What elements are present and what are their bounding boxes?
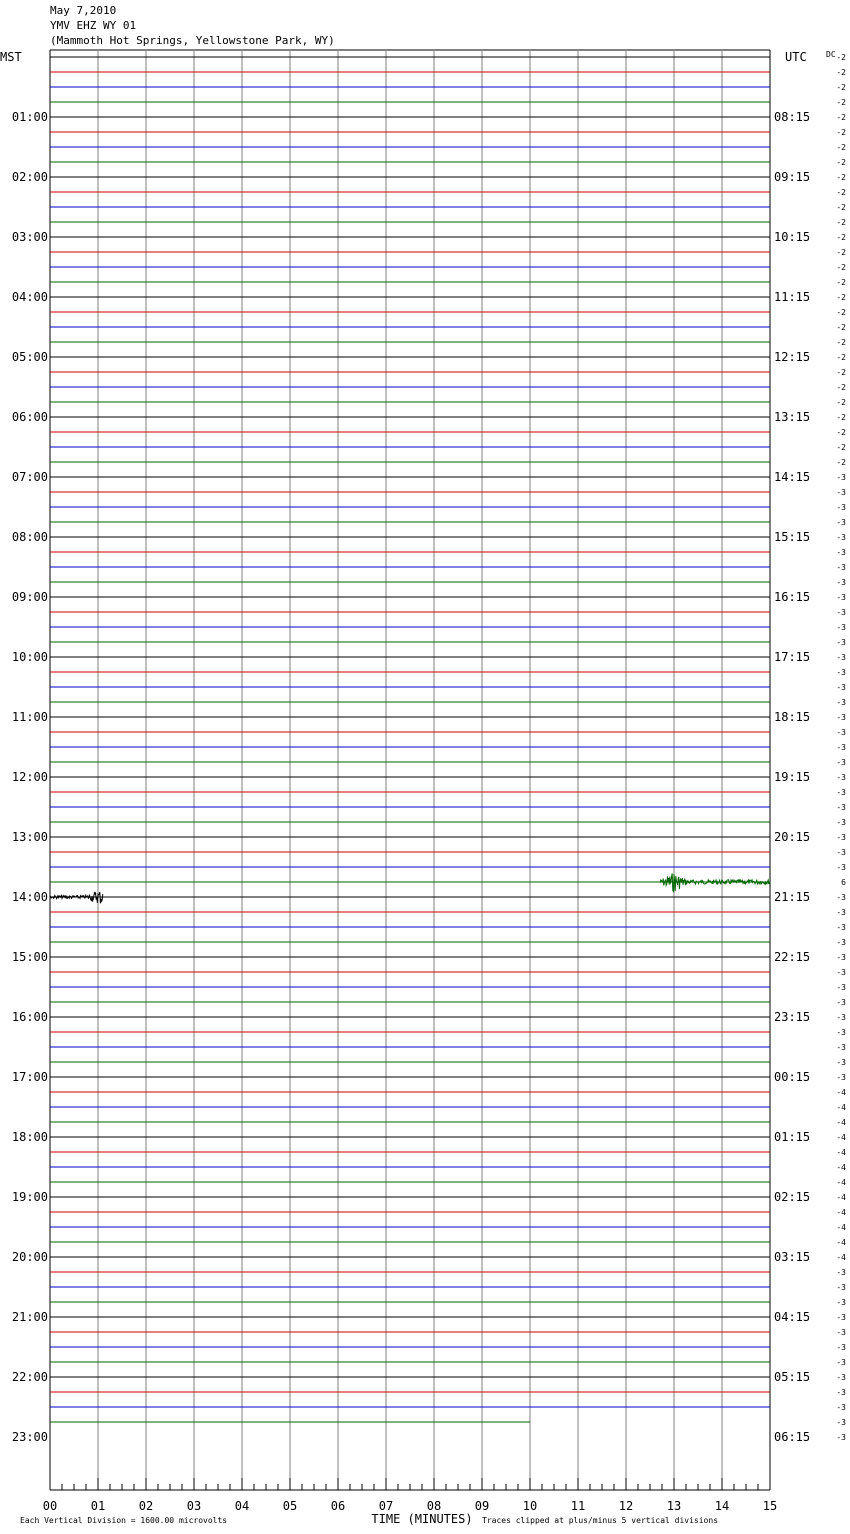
- dc-offset-label: -3: [836, 1058, 846, 1067]
- dc-offset-label: -3: [836, 503, 846, 512]
- utc-hour-label: 21:15: [774, 890, 811, 904]
- dc-offset-label: -3: [836, 638, 846, 647]
- utc-hour-label: 11:15: [774, 290, 811, 304]
- mst-hour-label: 14:00: [11, 890, 48, 904]
- dc-offset-label: 6: [841, 878, 846, 887]
- dc-offset-label: -3: [836, 1283, 846, 1292]
- x-tick-label: 09: [474, 1499, 490, 1513]
- dc-offset-label: -4: [836, 1208, 846, 1217]
- x-tick-label: 13: [666, 1499, 682, 1513]
- dc-offset-label: -4: [836, 1163, 846, 1172]
- dc-offset-label: -3: [836, 518, 846, 527]
- dc-offset-label: -3: [836, 998, 846, 1007]
- mst-hour-label: 15:00: [11, 950, 48, 964]
- x-tick-label: 02: [138, 1499, 154, 1513]
- mst-hour-label: 16:00: [11, 1010, 48, 1024]
- dc-offset-label: -3: [836, 533, 846, 542]
- dc-offset-label: -2: [836, 158, 846, 167]
- dc-offset-label: -2: [836, 278, 846, 287]
- dc-offset-label: -3: [836, 1388, 846, 1397]
- utc-hour-label: 05:15: [774, 1370, 811, 1384]
- dc-offset-label: -3: [836, 608, 846, 617]
- dc-offset-label: -2: [836, 368, 846, 377]
- dc-offset-label: -2: [836, 143, 846, 152]
- chart-date: May 7,2010: [50, 4, 117, 17]
- dc-offset-label: -3: [836, 818, 846, 827]
- dc-offset-label: -2: [836, 308, 846, 317]
- dc-offset-label: -2: [836, 98, 846, 107]
- dc-offset-label: -3: [836, 1013, 846, 1022]
- dc-offset-label: -3: [836, 983, 846, 992]
- utc-hour-label: 14:15: [774, 470, 811, 484]
- dc-offset-label: -3: [836, 563, 846, 572]
- dc-offset-label: -3: [836, 653, 846, 662]
- dc-offset-label: -3: [836, 548, 846, 557]
- chart-location: (Mammoth Hot Springs, Yellowstone Park, WY): [50, 34, 335, 47]
- dc-offset-label: -3: [836, 848, 846, 857]
- utc-hour-label: 09:15: [774, 170, 811, 184]
- dc-offset-label: -3: [836, 938, 846, 947]
- dc-offset-label: -4: [836, 1103, 846, 1112]
- utc-hour-label: 20:15: [774, 830, 811, 844]
- dc-offset-label: -2: [836, 173, 846, 182]
- utc-hour-label: 01:15: [774, 1130, 811, 1144]
- dc-offset-label: -3: [836, 1343, 846, 1352]
- dc-offset-label: -4: [836, 1253, 846, 1262]
- dc-offset-label: -2: [836, 413, 846, 422]
- dc-offset-label: -2: [836, 233, 846, 242]
- mst-hour-label: 21:00: [11, 1310, 48, 1324]
- dc-offset-label: -2: [836, 428, 846, 437]
- dc-offset-label: -3: [836, 1433, 846, 1442]
- dc-offset-label: -2: [836, 293, 846, 302]
- mst-hour-label: 18:00: [11, 1130, 48, 1144]
- x-tick-label: 15: [762, 1499, 778, 1513]
- utc-hour-label: 02:15: [774, 1190, 811, 1204]
- utc-hour-label: 00:15: [774, 1070, 811, 1084]
- x-axis-title: TIME (MINUTES): [371, 1512, 473, 1526]
- dc-offset-label: -3: [836, 623, 846, 632]
- utc-hour-label: 18:15: [774, 710, 811, 724]
- x-tick-label: 00: [42, 1499, 58, 1513]
- dc-offset-label: -3: [836, 1403, 846, 1412]
- dc-offset-label: -2: [836, 83, 846, 92]
- utc-hour-label: 13:15: [774, 410, 811, 424]
- mst-hour-label: 09:00: [11, 590, 48, 604]
- dc-offset-label: -3: [836, 578, 846, 587]
- mst-hour-label: 01:00: [11, 110, 48, 124]
- dc-offset-label: -3: [836, 803, 846, 812]
- utc-hour-label: 08:15: [774, 110, 811, 124]
- dc-offset-label: -2: [836, 68, 846, 77]
- utc-hour-label: 10:15: [774, 230, 811, 244]
- dc-offset-label: -2: [836, 263, 846, 272]
- mst-hour-label: 07:00: [11, 470, 48, 484]
- x-tick-label: 05: [282, 1499, 298, 1513]
- dc-offset-label: -4: [836, 1133, 846, 1142]
- mst-hour-label: 23:00: [11, 1430, 48, 1444]
- dc-offset-label: -3: [836, 683, 846, 692]
- chart-station: YMV EHZ WY 01: [50, 19, 137, 32]
- dc-offset-label: -3: [836, 1313, 846, 1322]
- x-tick-label: 07: [378, 1499, 394, 1513]
- utc-axis-label: UTC: [785, 50, 807, 64]
- dc-offset-label: -4: [836, 1178, 846, 1187]
- utc-hour-label: 03:15: [774, 1250, 811, 1264]
- mst-hour-label: 17:00: [11, 1070, 48, 1084]
- dc-offset-label: -3: [836, 1298, 846, 1307]
- x-tick-label: 04: [234, 1499, 250, 1513]
- dc-offset-label: -3: [836, 1328, 846, 1337]
- dc-offset-label: -3: [836, 893, 846, 902]
- mst-hour-label: 10:00: [11, 650, 48, 664]
- dc-offset-label: -3: [836, 1043, 846, 1052]
- utc-hour-label: 22:15: [774, 950, 811, 964]
- dc-offset-label: -3: [836, 758, 846, 767]
- dc-offset-label: -2: [836, 203, 846, 212]
- dc-offset-label: -3: [836, 833, 846, 842]
- dc-offset-label: -2: [836, 113, 846, 122]
- utc-hour-label: 16:15: [774, 590, 811, 604]
- dc-offset-label: -3: [836, 743, 846, 752]
- mst-hour-label: 12:00: [11, 770, 48, 784]
- clip-note: Traces clipped at plus/minus 5 vertical divisions: [482, 1516, 719, 1525]
- mst-hour-label: 20:00: [11, 1250, 48, 1264]
- x-tick-label: 08: [426, 1499, 442, 1513]
- x-tick-label: 10: [522, 1499, 538, 1513]
- utc-hour-label: 17:15: [774, 650, 811, 664]
- x-tick-label: 03: [186, 1499, 202, 1513]
- dc-offset-label: -3: [836, 1268, 846, 1277]
- dc-offset-label: -3: [836, 473, 846, 482]
- dc-offset-label: -3: [836, 728, 846, 737]
- x-tick-label: 11: [570, 1499, 586, 1513]
- dc-offset-label: -2: [836, 458, 846, 467]
- dc-offset-label: -2: [836, 443, 846, 452]
- mst-hour-label: 04:00: [11, 290, 48, 304]
- x-tick-label: 01: [90, 1499, 106, 1513]
- utc-hour-label: 19:15: [774, 770, 811, 784]
- utc-hour-label: 12:15: [774, 350, 811, 364]
- dc-offset-label: -2: [836, 128, 846, 137]
- dc-offset-label: -2: [836, 323, 846, 332]
- x-tick-label: 06: [330, 1499, 346, 1513]
- dc-axis-label: DC: [826, 50, 836, 59]
- dc-offset-label: -2: [836, 398, 846, 407]
- dc-offset-label: -3: [836, 773, 846, 782]
- dc-offset-label: -3: [836, 1373, 846, 1382]
- utc-hour-label: 06:15: [774, 1430, 811, 1444]
- dc-offset-label: -3: [836, 1028, 846, 1037]
- x-tick-label: 12: [618, 1499, 634, 1513]
- dc-offset-label: -2: [836, 53, 846, 62]
- mst-hour-label: 02:00: [11, 170, 48, 184]
- dc-offset-label: -3: [836, 1073, 846, 1082]
- mst-hour-label: 11:00: [11, 710, 48, 724]
- dc-offset-label: -3: [836, 953, 846, 962]
- dc-offset-label: -3: [836, 863, 846, 872]
- dc-offset-label: -3: [836, 698, 846, 707]
- mst-hour-label: 08:00: [11, 530, 48, 544]
- dc-offset-label: -3: [836, 1418, 846, 1427]
- dc-offset-label: -4: [836, 1238, 846, 1247]
- dc-offset-label: -2: [836, 353, 846, 362]
- dc-offset-label: -3: [836, 668, 846, 677]
- dc-offset-label: -3: [836, 968, 846, 977]
- seismic-event-trace: [50, 892, 103, 903]
- dc-offset-label: -2: [836, 383, 846, 392]
- mst-hour-label: 05:00: [11, 350, 48, 364]
- utc-hour-label: 04:15: [774, 1310, 811, 1324]
- dc-offset-label: -2: [836, 188, 846, 197]
- dc-offset-label: -3: [836, 1358, 846, 1367]
- dc-offset-label: -4: [836, 1088, 846, 1097]
- dc-offset-label: -3: [836, 923, 846, 932]
- mst-hour-label: 03:00: [11, 230, 48, 244]
- dc-offset-label: -2: [836, 218, 846, 227]
- dc-offset-label: -2: [836, 338, 846, 347]
- dc-offset-label: -4: [836, 1223, 846, 1232]
- dc-offset-label: -3: [836, 713, 846, 722]
- scale-note: Each Vertical Division = 1600.00 microvolts: [20, 1516, 228, 1525]
- utc-hour-label: 15:15: [774, 530, 811, 544]
- utc-hour-label: 23:15: [774, 1010, 811, 1024]
- mst-hour-label: 06:00: [11, 410, 48, 424]
- mst-hour-label: 13:00: [11, 830, 48, 844]
- dc-offset-label: -4: [836, 1148, 846, 1157]
- dc-offset-label: -3: [836, 488, 846, 497]
- dc-offset-label: -3: [836, 788, 846, 797]
- dc-offset-label: -4: [836, 1118, 846, 1127]
- mst-hour-label: 19:00: [11, 1190, 48, 1204]
- mst-axis-label: MST: [0, 50, 22, 64]
- dc-offset-label: -4: [836, 1193, 846, 1202]
- dc-offset-label: -3: [836, 908, 846, 917]
- mst-hour-label: 22:00: [11, 1370, 48, 1384]
- dc-offset-label: -3: [836, 593, 846, 602]
- dc-offset-label: -2: [836, 248, 846, 257]
- x-tick-label: 14: [714, 1499, 730, 1513]
